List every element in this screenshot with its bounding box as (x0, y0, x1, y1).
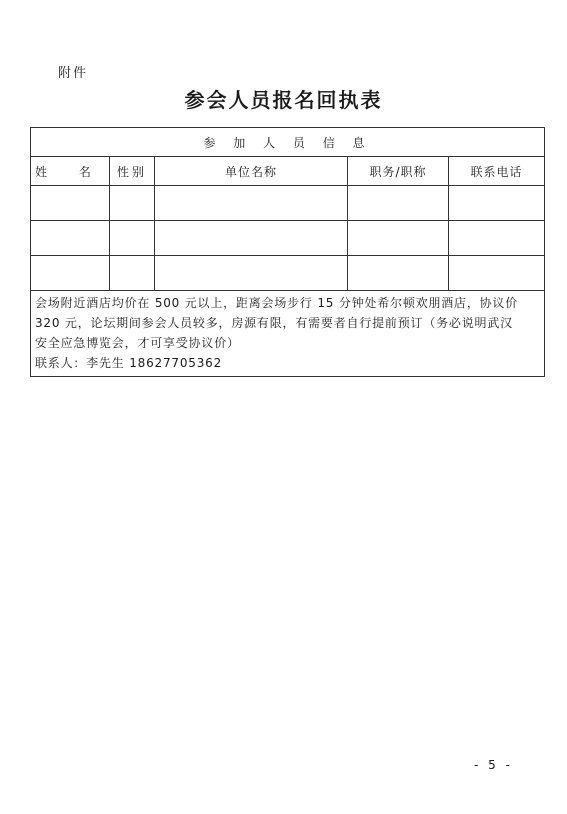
hotel-note-row (31, 291, 545, 377)
column-header-gender: 性别 (110, 157, 155, 186)
note-line: 会场附近酒店均价在 500 元以上，距离会场步行 15 分钟处希尔顿欢朋酒店，协议价 (35, 296, 519, 310)
column-header-organization: 单位名称 (155, 157, 348, 186)
note-line: 320 元，论坛期间参会人员较多，房源有限，有需要者自行提前预订（务必说明武汉 (35, 316, 513, 330)
cell-phone[interactable] (449, 221, 545, 256)
column-header-row (31, 157, 545, 186)
form-title: 参会人员报名回执表 (184, 88, 383, 112)
hotel-note (31, 291, 545, 377)
cell-phone[interactable] (449, 256, 545, 291)
note-line: 安全应急博览会，才可享受协议价） (35, 336, 240, 350)
registration-form-table (30, 127, 545, 377)
page-number: - 5 - (474, 758, 513, 772)
cell-position[interactable] (348, 186, 449, 221)
cell-name[interactable] (31, 256, 110, 291)
table-row (31, 221, 545, 256)
column-header-position: 职务/职称 (348, 157, 449, 186)
cell-position[interactable] (348, 221, 449, 256)
cell-name[interactable] (31, 186, 110, 221)
cell-organization[interactable] (155, 221, 348, 256)
cell-organization[interactable] (155, 186, 348, 221)
section-header: 参 加 人 员 信 息 (31, 128, 545, 157)
section-header-row (31, 128, 545, 157)
table-row (31, 186, 545, 221)
table-row (31, 256, 545, 291)
attachment-label: 附件 (58, 66, 89, 81)
cell-position[interactable] (348, 256, 449, 291)
cell-gender[interactable] (110, 221, 155, 256)
cell-gender[interactable] (110, 186, 155, 221)
cell-organization[interactable] (155, 256, 348, 291)
cell-name[interactable] (31, 221, 110, 256)
cell-phone[interactable] (449, 186, 545, 221)
contact-line: 联系人：李先生 18627705362 (35, 356, 222, 370)
cell-gender[interactable] (110, 256, 155, 291)
column-header-name: 姓 名 (31, 157, 110, 186)
column-header-phone: 联系电话 (449, 157, 545, 186)
